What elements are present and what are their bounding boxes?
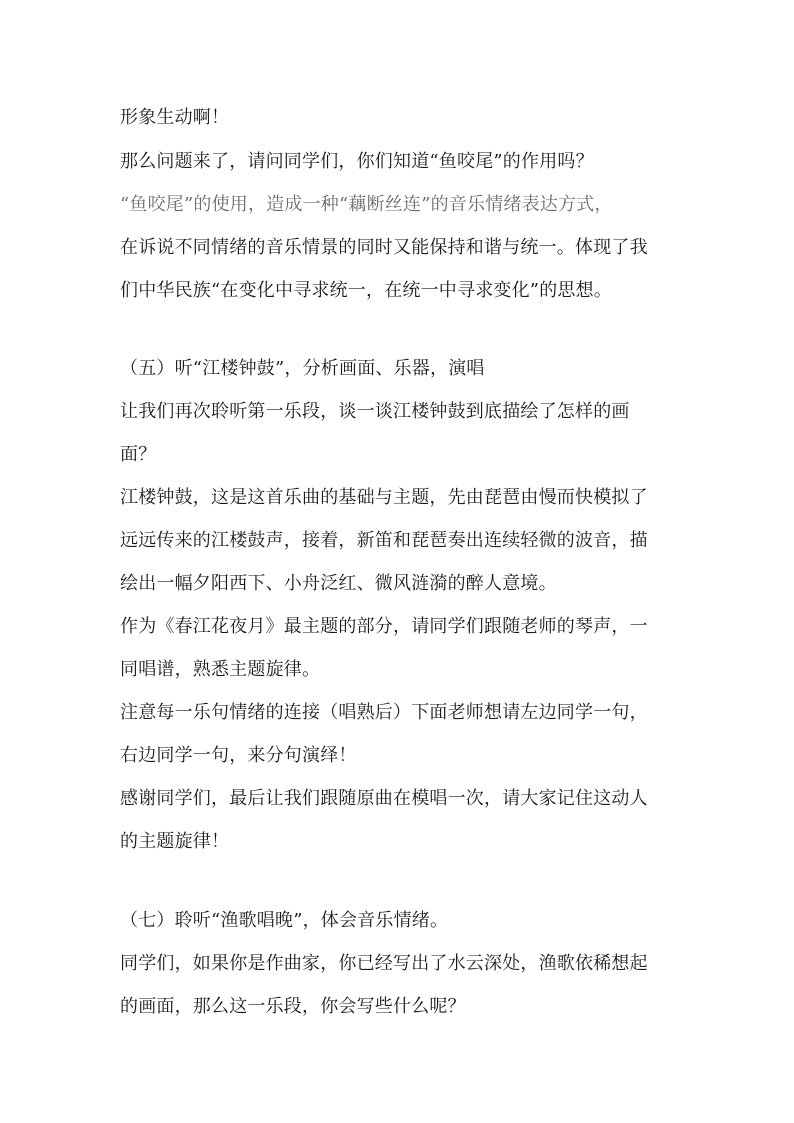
paragraph-line: 远远传来的江楼鼓声，接着，新笛和琵琶奏出连续轻微的波音，描 bbox=[120, 530, 648, 551]
paragraph-line: 面？ bbox=[120, 444, 157, 465]
paragraph-line: 作为《春江花夜月》最主题的部分，请同学们跟随老师的琴声，一 bbox=[120, 616, 648, 637]
paragraph-line: 形象生动啊！ bbox=[120, 107, 230, 128]
paragraph-line: 们中华民族“在变化中寻求统一，在统一中寻求变化”的思想。 bbox=[120, 280, 613, 301]
paragraph-line: 江楼钟鼓，这是这首乐曲的基础与主题，先由琵琶由慢而快模拟了 bbox=[120, 487, 648, 508]
paragraph-line: 在诉说不同情绪的音乐情景的同时又能保持和谐与统一。体现了我 bbox=[120, 237, 648, 258]
paragraph-line: 让我们再次聆听第一乐段，谈一谈江楼钟鼓到底描绘了怎样的画 bbox=[120, 401, 630, 422]
paragraph-line: 同唱谱，熟悉主题旋律。 bbox=[120, 659, 321, 680]
paragraph-line: 右边同学一句，来分句演绎！ bbox=[120, 745, 357, 766]
paragraph-line: 感谢同学们，最后让我们跟随原曲在模唱一次，请大家记住这动人 bbox=[120, 788, 648, 809]
paragraph-line: 注意每一乐句情绪的连接（唱熟后）下面老师想请左边同学一句， bbox=[120, 702, 648, 723]
paragraph-line: “鱼咬尾”的使用，造成一种“藕断丝连”的音乐情绪表达方式， bbox=[120, 194, 613, 215]
paragraph-line: 的主题旋律！ bbox=[120, 831, 230, 852]
paragraph-line: 同学们，如果你是作曲家，你已经写出了水云深处，渔歌依稀想起 bbox=[120, 953, 648, 974]
paragraph-line: 那么问题来了，请问同学们，你们知道“鱼咬尾”的作用吗？ bbox=[120, 151, 594, 172]
section-heading: （五）听“江楼钟鼓”，分析画面、乐器，演唱 bbox=[120, 358, 485, 379]
section-heading: （七）聆听“渔歌唱晚”，体会音乐情绪。 bbox=[120, 910, 449, 931]
paragraph-line: 的画面，那么这一乐段，你会写些什么呢？ bbox=[120, 996, 466, 1017]
paragraph-line: 绘出一幅夕阳西下、小舟泛红、微风涟漪的醉人意境。 bbox=[120, 573, 557, 594]
